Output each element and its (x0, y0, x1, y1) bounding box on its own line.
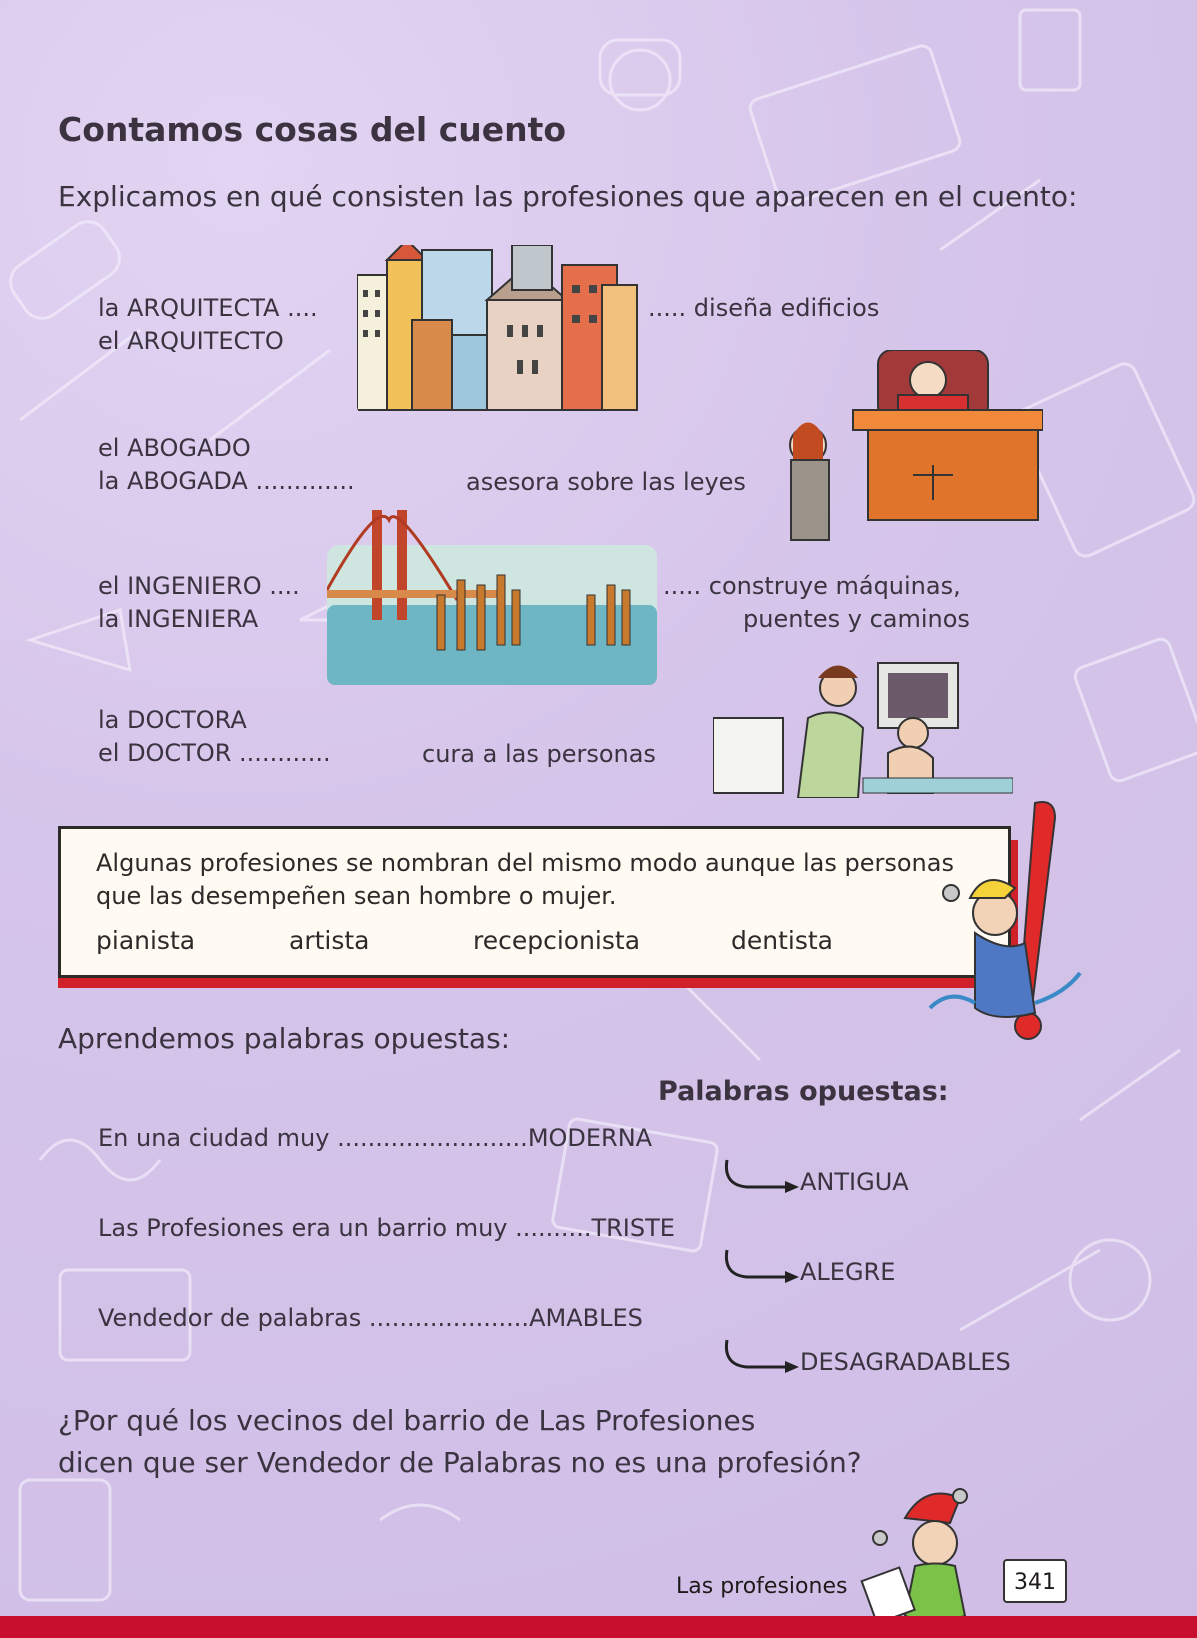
note-line1: Algunas profesiones se nombran del mismo modo aunque las personas (96, 849, 954, 877)
city-illustration (357, 245, 641, 413)
opposite-row-3 (98, 1304, 643, 1332)
opposites-intro: Aprendemos palabras opuestas: (58, 1022, 511, 1055)
definition-dots: ..... (663, 572, 702, 600)
note-word-artista: artista (289, 926, 370, 955)
opposite-sentence: Las Profesiones era un barrio muy (98, 1214, 508, 1242)
bridge-illustration (327, 510, 657, 685)
jester-footer-illustration (860, 1488, 1010, 1633)
profession-doctor (98, 704, 331, 770)
definition-text: construye máquinas, (708, 572, 961, 600)
opposite-arrows (715, 1155, 805, 1385)
note-box (58, 826, 1011, 978)
profession-line2: el DOCTOR (98, 739, 232, 767)
jester-exclamation-illustration (925, 798, 1105, 1048)
definition-engineer (663, 570, 970, 636)
profession-line2: el ARQUITECTO (98, 327, 284, 355)
question-line2: dicen que ser Vendedor de Palabras no es una profesión? (58, 1446, 862, 1479)
definition-text-line2: puentes y caminos (743, 605, 970, 633)
opposite-word: TRISTE (591, 1214, 675, 1242)
page-title: Contamos cosas del cuento (58, 110, 567, 149)
profession-dots: ............. (247, 467, 355, 495)
opposite-sentence: Vendedor de palabras (98, 1304, 362, 1332)
profession-line1: el ABOGADO (98, 434, 251, 462)
definition-dots: ..... (648, 294, 687, 322)
definition-lawyer (466, 466, 746, 499)
reflection-question (58, 1400, 862, 1484)
profession-line1: la DOCTORA (98, 706, 247, 734)
definition-text: diseña edificios (693, 294, 880, 322)
opposite-answer-2: ALEGRE (800, 1258, 896, 1286)
opposite-sentence: En una ciudad muy (98, 1124, 330, 1152)
opposite-row-2 (98, 1214, 675, 1242)
profession-line2: la INGENIERA (98, 605, 259, 633)
opposite-word: AMABLES (529, 1304, 643, 1332)
opposite-word: MODERNA (527, 1124, 653, 1152)
definition-text: cura a las personas (422, 740, 656, 768)
note-word-pianista: pianista (96, 926, 196, 955)
page-number: 341 (1003, 1559, 1067, 1603)
note-text (96, 847, 954, 913)
opposite-dots: ......................... (337, 1124, 528, 1152)
judge-illustration (783, 350, 1043, 545)
note-line2: que las desempeñen sean hombre o mujer. (96, 882, 617, 910)
note-word-dentista: dentista (731, 926, 833, 955)
opposites-heading: Palabras opuestas: (658, 1076, 949, 1107)
profession-lawyer (98, 432, 355, 498)
question-line1: ¿Por qué los vecinos del barrio de Las Profesiones (58, 1404, 756, 1437)
footer-section-title: Las profesiones (676, 1574, 848, 1599)
footer-bar (0, 1616, 1197, 1638)
opposite-dots: .......... (515, 1214, 592, 1242)
profession-dots: .... (261, 572, 300, 600)
note-word-recepcionista: recepcionista (473, 926, 641, 955)
definition-architect (648, 292, 879, 325)
profession-line1: el INGENIERO (98, 572, 262, 600)
definition-text: asesora sobre las leyes (466, 468, 746, 496)
profession-architect (98, 292, 318, 358)
opposite-dots: ..................... (368, 1304, 530, 1332)
opposite-row-1 (98, 1124, 652, 1152)
profession-line1: la ARQUITECTA (98, 294, 280, 322)
opposite-answer-3: DESAGRADABLES (800, 1348, 1011, 1376)
intro-text: Explicamos en qué consisten las profesiones que aparecen en el cuento: (58, 180, 1078, 213)
profession-dots: ............ (231, 739, 331, 767)
profession-dots: .... (279, 294, 318, 322)
definition-doctor (422, 738, 656, 771)
opposite-answer-1: ANTIGUA (800, 1168, 909, 1196)
doctor-illustration (713, 658, 1013, 798)
profession-engineer (98, 570, 300, 636)
profession-line2: la ABOGADA (98, 467, 248, 495)
